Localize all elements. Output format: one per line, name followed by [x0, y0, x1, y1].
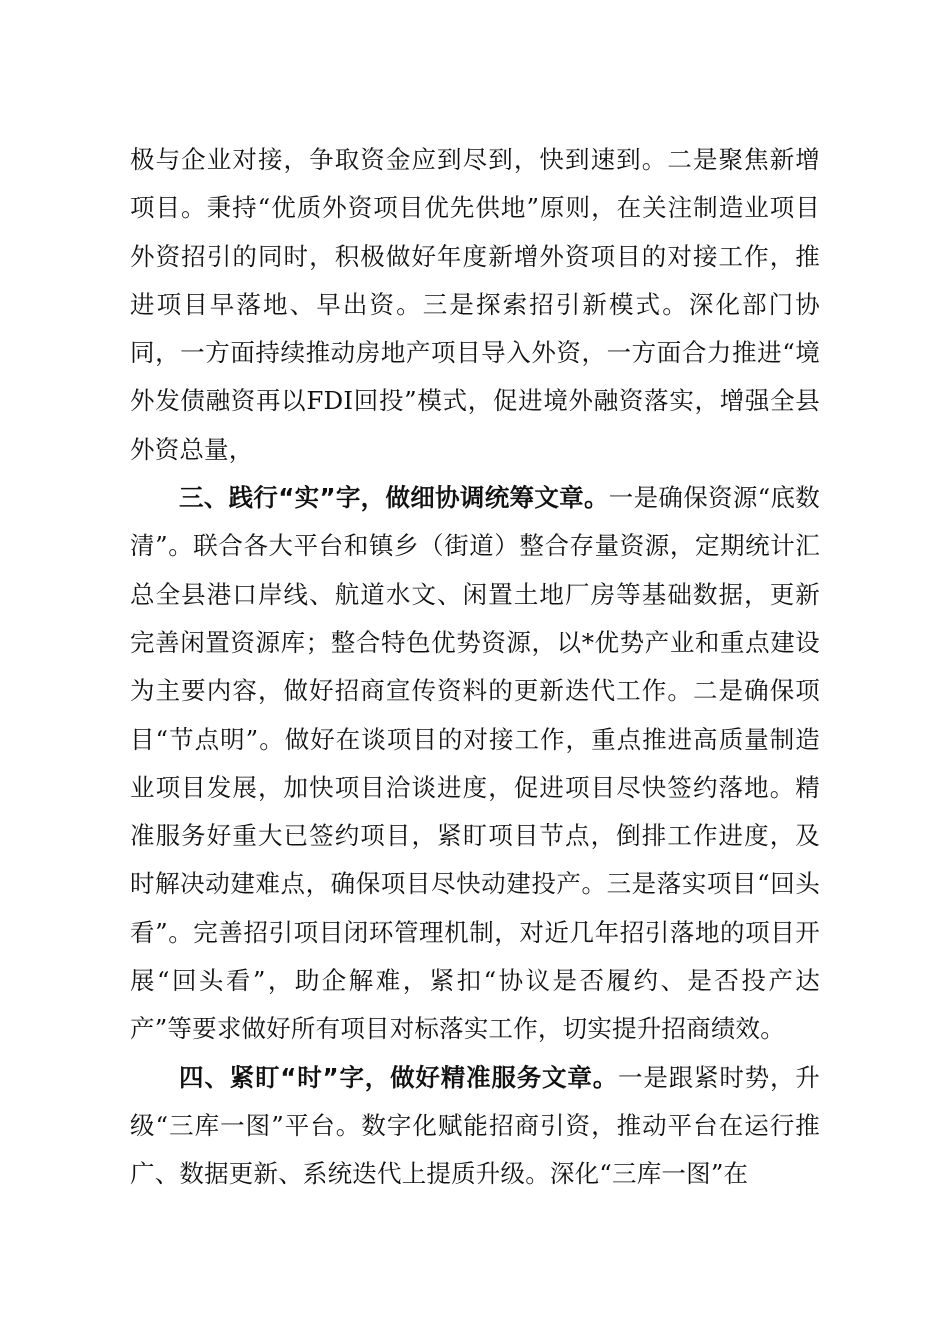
paragraph-continuation [130, 136, 820, 474]
section-heading: 四、紧盯“时”字，做好精准服务文章。 [179, 1062, 619, 1092]
paragraph-text: 一是确保资源“底数清”。联合各大平台和镇乡（街道）整合存量资源，定期统计汇总全县港口岸线、航道水文、闲置土地厂房等基础数据，更新完善闲置资源库；整合特色优势资源，以*优势产业和重点建设为主要内容，做好招商宣传资料的更新迭代工作。二是确保项目“节点明”。做好在谈项目的对接工作，重点推进高质量制造业项目发展，加快项目洽谈进度，促进项目尽快签约落地。精准服务好重大已签约项目，紧盯项目节点，倒排工作进度，及时解决动建难点，确保项目尽快动建投产。三是落实项目“回头看”。完善招引项目闭环管理机制，对近几年招引落地的项目开展“回头看”，助企解难，紧扣“协议是否履约、是否投产达产”等要求做好所有项目对标落实工作，切实提升招商绩效。 [130, 483, 821, 1044]
section-heading: 三、践行“实”字，做细协调统筹文章。 [179, 483, 609, 513]
paragraph-section-four [130, 1054, 820, 1199]
document-body [130, 136, 820, 1199]
paragraph-section-three [130, 474, 820, 1054]
paragraph-text: 极与企业对接，争取资金应到尽到，快到速到。二是聚焦新增项目。秉持“优质外资项目优先供地”原则，在关注制造业项目外资招引的同时，积极做好年度新增外资项目的对接工作，推进项目早落地、早出资。三是探索招引新模式。深化部门协同，一方面持续推动房地产项目导入外资，一方面合力推进“境外发债融资再以FDI回投”模式，促进境外融资落实，增强全县外资总量， [130, 145, 820, 464]
paragraph-text: 一是跟紧时势，升级“三库一图”平台。数字化赋能招商引资，推动平台在运行推广、数据更新、系统迭代上提质升级。深化“三库一图”在 [130, 1062, 820, 1189]
